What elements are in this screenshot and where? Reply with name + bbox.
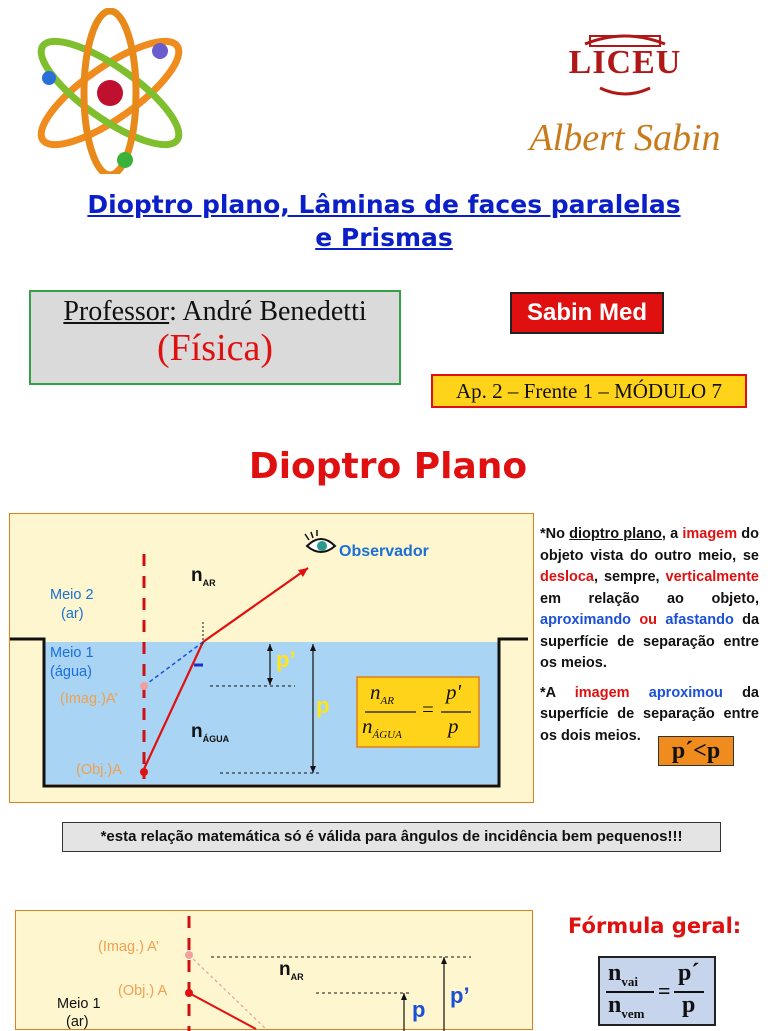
formula-den: $n_{ÁGUA}$: [362, 714, 402, 742]
subject-label: (Física): [156, 327, 274, 369]
formula-eq: =: [422, 697, 434, 721]
image-point-label: (Imag.)A’: [60, 691, 118, 707]
general-formula-den: $n_{vem}$: [608, 992, 645, 1021]
description-paragraph-1: *No dioptro plano, a imagem do objeto vista do outro meio, se desloca, sempre, verticalmente em relação ao objeto, aproximando ou afastando da superfície de separação entre os meios.: [540, 526, 760, 671]
object-point: [140, 768, 148, 776]
section-title: Dioptro Plano: [248, 446, 528, 487]
sabin-med-badge: Sabin Med: [510, 292, 664, 334]
atom-logo-icon: [20, 8, 200, 174]
medium2-sub-label: (ar): [61, 606, 84, 622]
formula-rnum: p': [446, 680, 461, 704]
professor-box: [29, 290, 401, 385]
general-formula-rnum: p´: [678, 960, 700, 986]
medium1-label: Meio 1: [50, 645, 94, 661]
school-name: LICEU: [568, 44, 682, 81]
title-line-1: Dioptro plano, Lâminas de faces paralelas: [87, 190, 681, 219]
object-point-label: (Obj.)A: [76, 762, 122, 778]
emergent-ray: [203, 568, 308, 642]
formula-rden: p: [448, 714, 459, 738]
general-formula-title: Fórmula geral:: [568, 914, 742, 938]
observer-label: Observador: [339, 543, 429, 560]
relation-badge: p´<p: [658, 736, 734, 766]
medium1-label-2: Meio 1: [57, 996, 101, 1012]
professor-name: : André Benedetti: [169, 296, 367, 327]
general-formula-rden: p: [682, 992, 696, 1018]
formula-num: $n_{AR}$: [370, 680, 394, 708]
professor-line: [31, 296, 399, 328]
dioptre-diagram-2: [15, 910, 533, 1030]
p-label: p: [316, 693, 330, 718]
title-line-2: e Prismas: [315, 223, 453, 252]
dioptre-diagram: [9, 513, 534, 803]
warning-note: *esta relação matemática só é válida para ângulos de incidência bem pequenos!!!: [62, 822, 721, 852]
p-prime-label-2: p’: [450, 983, 470, 1008]
ray-arrowhead: [298, 568, 308, 577]
general-formula-num: $n_{vai}$: [608, 960, 638, 989]
general-formula-box: [598, 956, 716, 1026]
page-title: [0, 188, 768, 254]
professor-label: Professor: [63, 296, 170, 327]
school-logo: [510, 26, 740, 166]
school-subname: Albert Sabin: [529, 117, 721, 159]
n-air-label-2: $n_{AR}$: [279, 959, 304, 982]
object-point-label-2: (Obj.) A: [118, 983, 168, 999]
p-label-2: p: [412, 997, 426, 1022]
n-air-label: $n_{AR}$: [191, 565, 216, 588]
medium1-sub-label-2: (ar): [66, 1014, 89, 1030]
description-paragraph-2: *A imagem aproximou da superfície de separação entre os dois meios.: [540, 684, 759, 744]
image-point-label-2: (Imag.) A’: [98, 939, 159, 955]
dioptre-drawing-2: [16, 911, 534, 1031]
general-formula-eq: =: [658, 978, 671, 1003]
medium2-label: Meio 2: [50, 587, 94, 603]
n-water-label: $n_{ÁGUA}$: [191, 721, 230, 744]
p-prime-label: p’: [276, 647, 296, 672]
eye-icon: [305, 530, 335, 552]
module-label: Ap. 2 – Frente 1 – MÓDULO 7: [431, 374, 747, 408]
image-point: [140, 682, 148, 690]
medium1-sub-label: (água): [50, 664, 92, 680]
description-text: [540, 524, 759, 755]
